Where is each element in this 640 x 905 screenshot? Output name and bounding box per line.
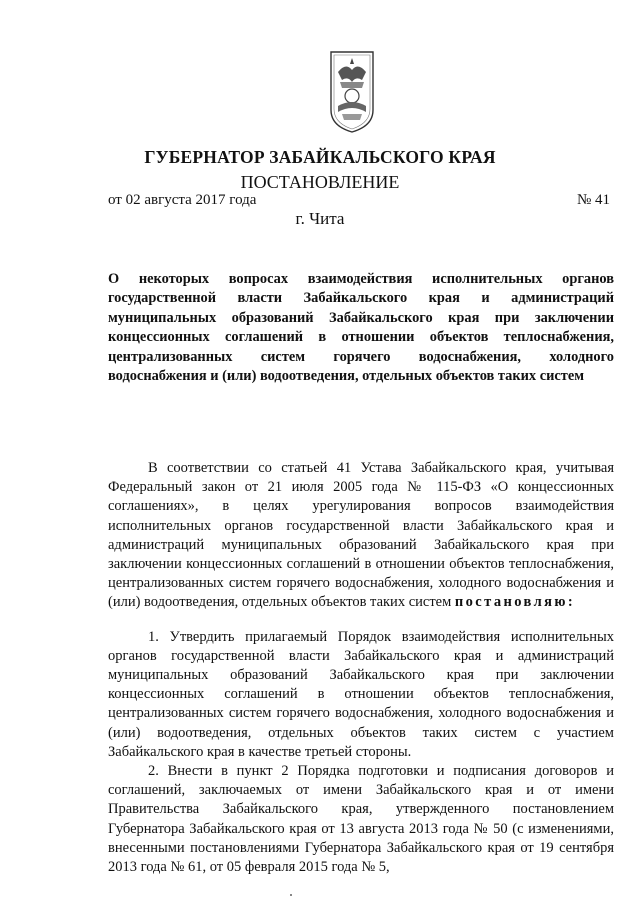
preamble-paragraph <box>108 459 614 613</box>
document-city: г. Чита <box>295 209 345 228</box>
coat-of-arms-emblem <box>326 48 378 134</box>
document-number: № 41 <box>576 192 610 208</box>
document-subject: О некоторых вопросах взаимодействия исполнительных органов государственной власти Забайкальского края и администраций муниципальных образований Забайкальского края при заключении концессионных соглашений в отношении объектов теплоснабжения, централизованных систем горячего водоснабжения, холодного водоснабжения и (или) водоотведения, отдельных объектов таких систем <box>108 271 614 385</box>
item-paragraph-2: 2. Внести в пункт 2 Порядка подготовки и подписания договоров и соглашений, заключаемых от имени Забайкальского края и от имени Правительства Забайкальского края, утвержденного постановлением Губернатора Забайкальского края от 13 августа 2013 года № 50 (с изменениями, внесенными постановлениями Губернатора Забайкальского края от 19 сентября 2013 года № 61, от 05 февраля 2015 года № 5, <box>108 763 614 876</box>
scan-speck <box>290 894 292 896</box>
document-date: от 02 августа 2017 года <box>108 192 257 208</box>
preamble-text: В соответствии со статьей 41 Устава Забайкальского края, учитывая Федеральный закон от 21 июля 2005 года № 115-ФЗ «О концессионных соглашениях», в целях урегулирования вопросов взаимодействия исполнительных органов государственной власти Забайкальского края и администраций муниципальных образований Забайкальского края при заключении концессионных соглашений в отношении объектов теплоснабжения, централизованных систем горячего водоснабжения, холодного водоснабжения и (или) водоотведения, отдельных объектов таких систем <box>108 460 614 611</box>
decree-word: постановляю: <box>454 594 576 611</box>
item-paragraph-1: 1. Утвердить прилагаемый Порядок взаимодействия исполнительных органов государственной власти Забайкальского края и администраций муниципальных образований Забайкальского края при заключении концессионных соглашений в отношении объектов теплоснабжения, централизованных систем горячего водоснабжения, холодного водоснабжения и (или) водоотведения, отдельных объектов таких систем с участием Забайкальского края в качестве третьей стороны. <box>108 628 614 760</box>
issuer-title: ГУБЕРНАТОР ЗАБАЙКАЛЬСКОГО КРАЯ <box>144 147 496 167</box>
document-body <box>108 459 614 877</box>
document-type: ПОСТАНОВЛЕНИЕ <box>240 172 400 192</box>
